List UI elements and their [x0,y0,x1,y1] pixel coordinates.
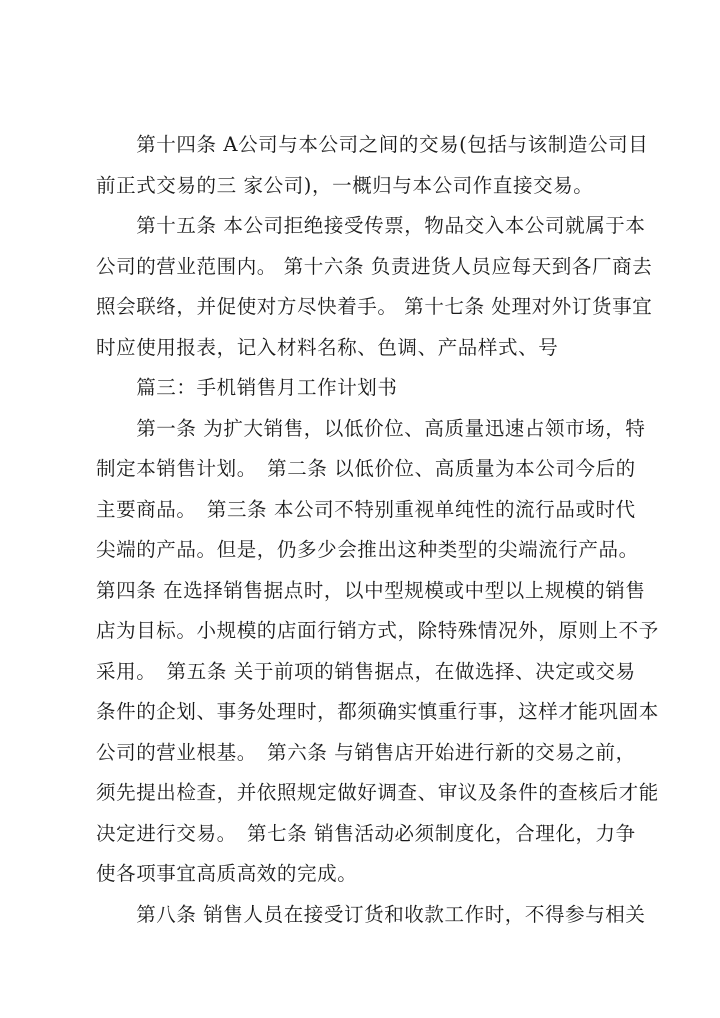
text-line: 第四条 在选择销售据点时，以中型规模或中型以上规模的销售 [96,578,646,602]
text-line: 第十四条 A公司与本公司之间的交易(包括与该制造公司目 [96,133,649,156]
section-heading: 篇三：手机销售月工作计划书 [96,376,398,399]
text-line: 前正式交易的三 家公司)，一概归与本公司作直接交易。 [96,173,594,197]
text-line: 第十五条 本公司拒绝接受传票，物品交入本公司就属于本 [96,214,646,237]
text-line: 条件的企划、事务处理时，都须确实慎重行事，这样才能巩固本 [96,700,659,723]
text-line: 店为目标。小规模的店面行销方式，除特殊情况外，原则上不予 [96,619,659,642]
text-line: 照会联络，并促使对方尽快着手。 第十七条 处理对外订货事宜 [96,295,653,318]
document-body [96,125,659,935]
text-line: 须先提出检查，并依照规定做好调查、审议及条件的查核后才能 [96,781,659,804]
text-line: 时应使用报表，记入材料名称、色调、产品样式、号 [96,335,559,359]
text-line: 制定本销售计划。 第二条 以低价位、高质量为本公司今后的 [96,457,636,480]
text-line: 第八条 销售人员在接受订货和收款工作时，不得参与相关 [96,902,646,926]
text-line: 使各项事宜高质高效的完成。 [96,862,358,885]
text-line: 尖端的产品。但是，仍多少会推出这种类型的尖端流行产品。 [96,538,639,561]
text-line: 第一条 为扩大销售，以低价位、高质量迅速占领市场，特 [96,416,646,440]
text-line: 决定进行交易。 第七条 销售活动必须制度化，合理化，力争 [96,821,636,845]
text-line: 公司的营业根基。 第六条 与销售店开始进行新的交易之前， [96,740,636,764]
text-line: 公司的营业范围内。 第十六条 负责进货人员应每天到各厂商去 [96,254,653,278]
text-line: 主要商品。 第三条 本公司不特别重视单纯性的流行品或时代 [96,497,636,521]
text-line: 采用。 第五条 关于前项的销售据点，在做选择、决定或交易 [96,659,636,683]
